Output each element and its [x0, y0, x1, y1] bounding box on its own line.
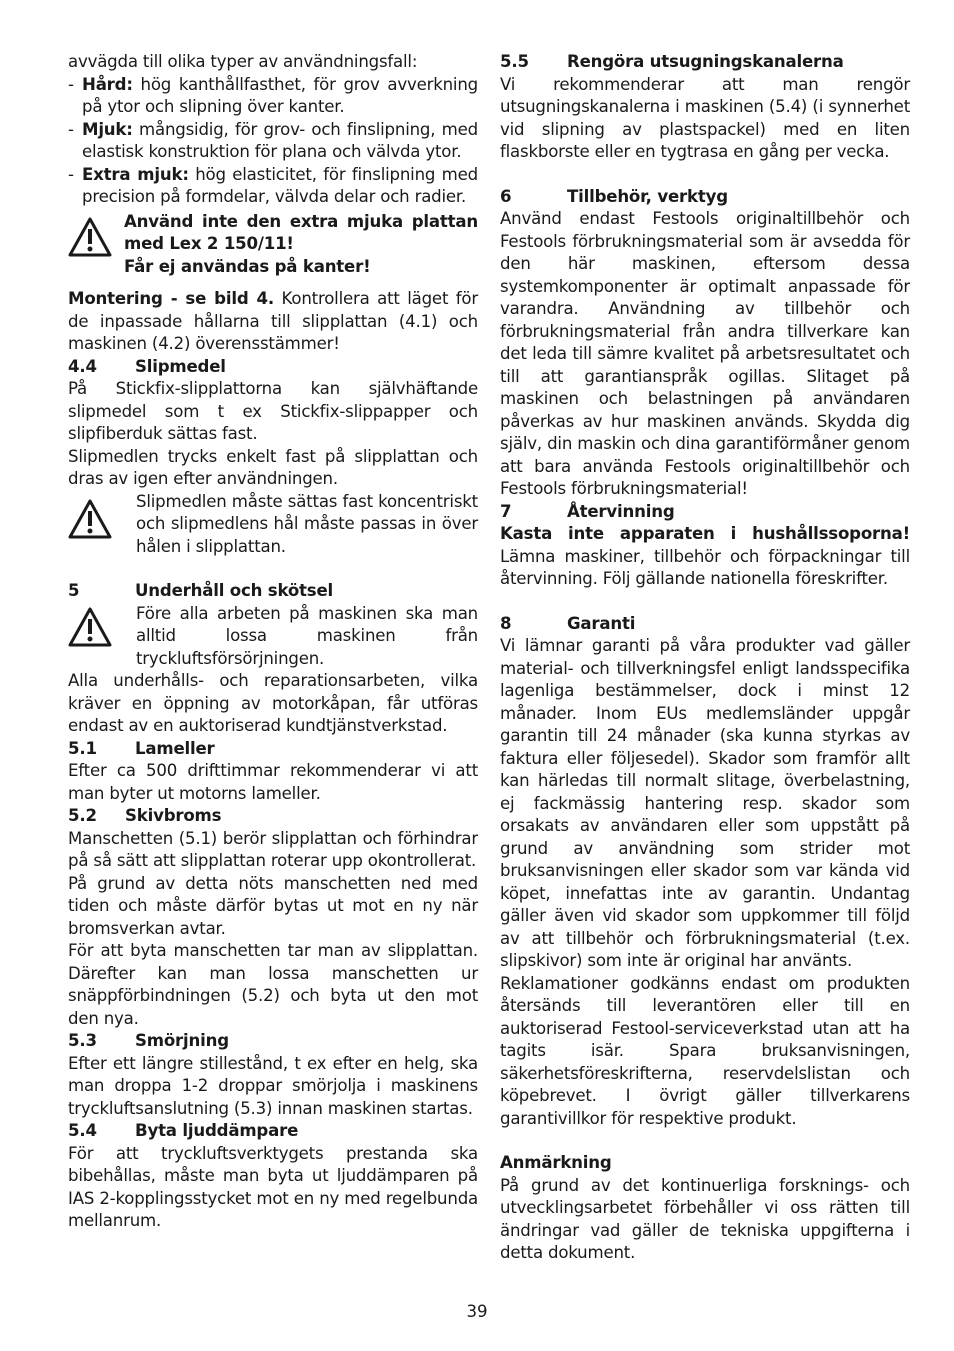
section-heading: 8 Garanti: [500, 613, 636, 633]
item-text: hög elasticitet, för finslipning med precision på formdelar, välvda delar och radier.: [82, 164, 478, 206]
montering-paragraph: Montering - se bild 4. Kontrollera att läget för de inpassade hållarna till slipplattan (4.1) och maskinen (4.2) överensstämmer!: [68, 289, 478, 353]
list-item: [68, 74, 478, 119]
paragraph: Manschetten (5.1) berör slipplattan och förhindrar på så sätt att slipplattan roterar upp okontrollerat.: [68, 828, 478, 870]
warning-text: Före alla arbeten på maskinen ska man alltid lossa maskinen från tryckluftsförsörjningen.: [136, 603, 478, 668]
warning-block: [68, 211, 478, 279]
intro-text: avvägda till olika typer av användningsfall:: [68, 52, 418, 71]
section-heading: 4.4 Slipmedel: [68, 356, 226, 376]
section-heading: 5.4 Byta ljuddämpare: [68, 1121, 299, 1140]
section-heading: 5.1 Lameller: [68, 738, 215, 758]
paragraph: Alla underhålls- och reparationsarbeten, vilka kräver en öppning av motorkåpan, får utföras endast av en auktoriserad kundtjänstverkstad.: [68, 671, 478, 735]
item-label: Mjuk:: [82, 119, 133, 139]
paragraph: På Stickfix-slipplattorna kan självhäftande slipmedel som t ex Stickfix-slippapper och slipfiberduk sättas fast.: [68, 379, 478, 443]
left-column: [68, 51, 478, 1233]
paragraph: För att byta manschetten tar man av slipplattan. Därefter kan man lossa manschetten ur snäppförbindningen (5.2) och byta ut den mot den nya.: [68, 941, 478, 1028]
paragraph: För att tryckluftsverktygets prestanda ska bibehållas, måste man byta ut ljuddämparen på IAS 2-kopplingsstycket mot en ny med regelbunda mellanrum.: [68, 1143, 478, 1230]
list-item: [68, 164, 478, 209]
item-text: mångsidig, för grov- och finslipning, med elastisk konstruktion för plana och välvda ytor.: [82, 119, 478, 161]
dash-bullet: -: [68, 74, 74, 94]
paragraph: Vi lämnar garanti på våra produkter vad gäller material- och tillverkningsfel enligt landsspecifika lagenliga bestämmelser, dock i minst 12 månader. Inom EUs medlemsländer uppgår garantin till 24 månader (ska kunna styrkas av faktura eller följesedel). Skador som framför allt kan härledas till normalt slitage, överbelastning, ej fackmässig hantering resp. skador som orsakats av användaren eller som uppstått på grund av användning som strider mot bruksanvisningen eller skador som var kända vid köpet, innefattas inte av garantin. Undantag gäller även vid skador som uppkommer till följd av att tillbehör och förbrukningsmaterial (t.ex. slipskivor) som inte är original har använts.: [500, 636, 910, 970]
item-text: hög kanthållfasthet, för grov avverkning på ytor och slipning över kanter.: [82, 74, 478, 116]
paragraph: Vi rekommenderar att man rengör utsugningskanalerna i maskinen (5.4) (i synnerhet vid slipning av plastspackel) med en liten flaskborste eller en tygtrasa en gång per vecka.: [500, 74, 910, 161]
warning-text: Får ej användas på kanter!: [124, 256, 371, 276]
warning-icon: [68, 603, 136, 671]
paragraph: Slipmedlen trycks enkelt fast på slipplattan och dras av igen efter användningen.: [68, 446, 478, 488]
section-heading: 5 Underhåll och skötsel: [68, 581, 334, 600]
paragraph: Använd endast Festools originaltillbehör och Festools förbrukningsmaterial som är avsedda för den här maskinen, eftersom dessa systemkomponenter är optimalt anpassade för varandra. Användning av tillbehör och förbrukningsmaterial från andra tillverkare kan det leda till sämre kvalitet på arbetsresultatet och till att garantianspråk ogillas. Slitaget på maskinen och belastningen på användaren påverkas av hur maskinen används. Skydda dig själv, din maskin och dina garantiförmåner genom att bara använda Festools originaltillbehör och Festools förbrukningsmaterial!: [500, 209, 910, 498]
warning-block: [68, 491, 478, 559]
section-heading: 5.3 Smörjning: [68, 1031, 229, 1050]
paragraph: Kasta inte apparaten i hushållssoporna! Lämna maskiner, tillbehör och förpackningar till återvinning. Följ gällande nationella föreskrifter.: [500, 524, 910, 588]
paragraph: Reklamationer godkänns endast om produkten återsänds till leverantören eller till en auktoriserad Festool-serviceverkstad utan att ha tagits isär. Spara bruksanvisningen, säkerhetsföreskrifterna, reservdelslistan och köpebrevet. I övrigt gäller tillverkarens garantivillkor för respektive produkt.: [500, 973, 910, 1128]
paragraph: På grund av det kontinuerliga forsknings- och utvecklingsarbetet förbehåller vi oss rätten till ändringar vad gäller de tekniska uppgifterna i detta dokument.: [500, 1175, 910, 1262]
list-item: [68, 119, 478, 164]
right-column: [500, 51, 910, 1265]
section-heading: 6 Tillbehör, verktyg: [500, 186, 728, 206]
warning-text: Slipmedlen måste sättas fast koncentriskt och slipmedlens hål måste passas in över hålen i slipplattan.: [136, 491, 478, 556]
item-label: Extra mjuk:: [82, 164, 189, 184]
page-number: 39: [466, 1302, 488, 1321]
paragraph: På grund av detta nöts manschetten ned med tiden och måste därför bytas ut mot en ny när bromsverkan avtar.: [68, 873, 478, 938]
dash-bullet: -: [68, 119, 74, 139]
item-label: Hård:: [82, 74, 133, 94]
section-heading: 5.5 Rengöra utsugningskanalerna: [500, 52, 844, 71]
warning-block: [68, 603, 478, 671]
paragraph: Efter ca 500 drifttimmar rekommenderar vi att man byter ut motorns lameller.: [68, 761, 478, 803]
warning-text: Använd inte den extra mjuka plattan med Lex 2 150/11!: [124, 211, 478, 253]
section-heading: Anmärkning: [500, 1153, 612, 1172]
section-heading: 7 Återvinning: [500, 501, 675, 521]
paragraph: Efter ett längre stillestånd, t ex efter en helg, ska man droppa 1-2 droppar smörjolja i maskinens tryckluftsanslutning (5.3) innan maskinen startas.: [68, 1053, 478, 1118]
warning-icon: [68, 491, 136, 559]
dash-bullet: -: [68, 164, 74, 184]
section-heading: 5.2 Skivbroms: [68, 806, 222, 825]
